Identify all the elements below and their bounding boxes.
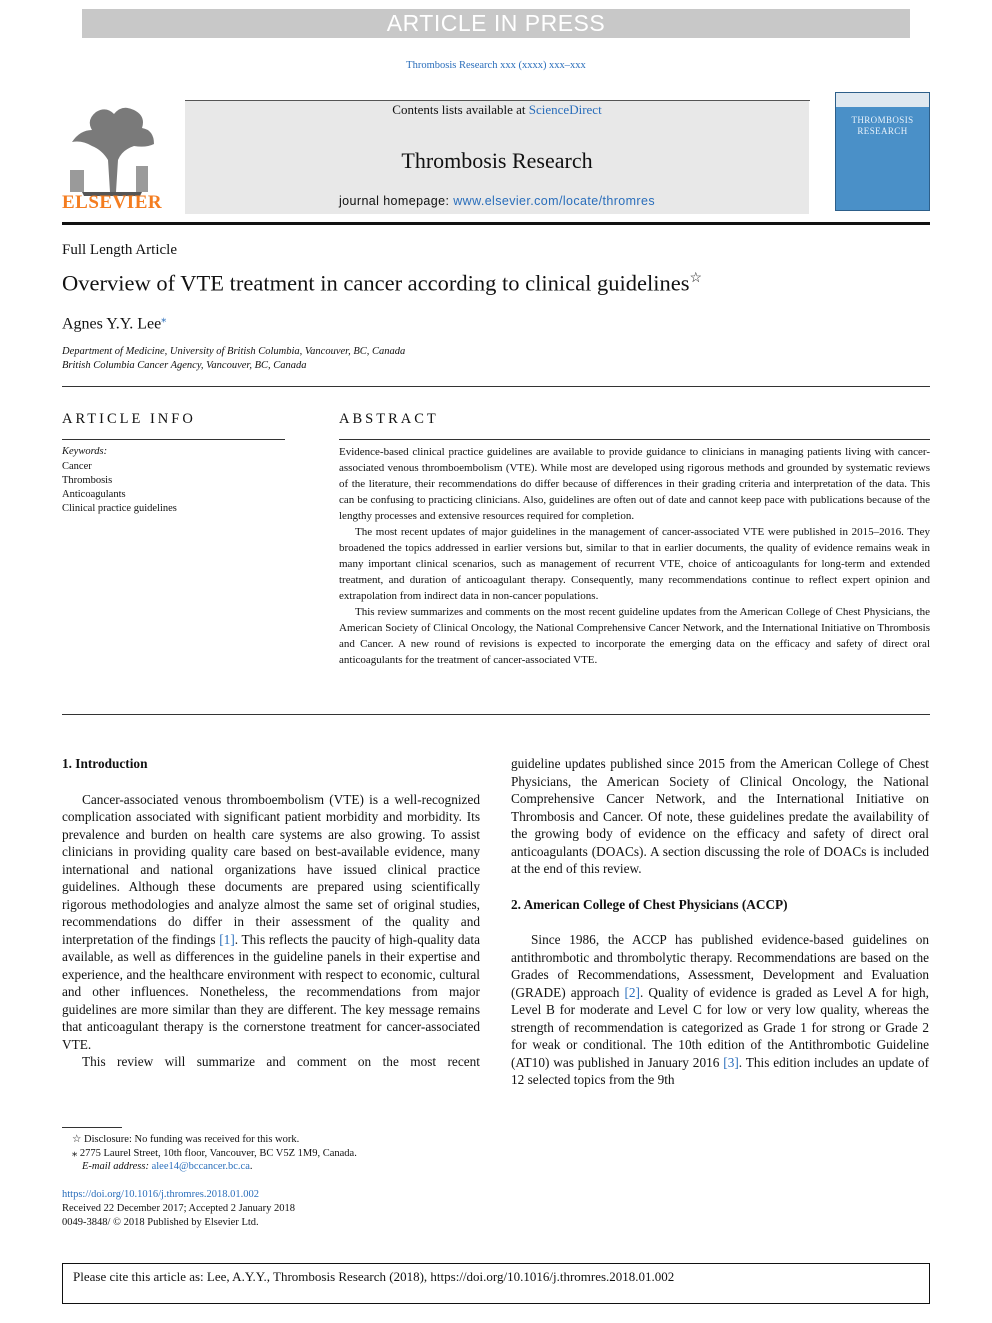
affiliation-2: British Columbia Cancer Agency, Vancouver, BC, Canada [62, 360, 307, 371]
footnote-mark: ⁎ [72, 1148, 78, 1159]
abstract-rule [339, 439, 930, 440]
doi-link[interactable]: https://doi.org/10.1016/j.thromres.2018.01.002 [62, 1189, 259, 1200]
article-info-heading: ARTICLE INFO [62, 411, 196, 427]
paragraph-text: . Quality of evidence is graded as Level A for high, Level B for moderate and Level C for low or very low quality, whereas the strength of recommendation is categorized as Grade 1 for strong or Grade 2 for weak or conditional. The 10th edition of the Antithrombotic Guideline (AT10) was published in January 2016 [511, 984, 929, 1070]
affiliation-divider [62, 386, 930, 387]
citation-link[interactable]: [1] [219, 931, 235, 947]
footnote-rule [62, 1127, 122, 1128]
cover-top-band [836, 93, 929, 107]
body-column-left [62, 755, 480, 1071]
disclosure-footnote [72, 1133, 299, 1145]
body-column-right [511, 755, 929, 1089]
citation-link[interactable]: [2] [624, 984, 640, 1000]
keyword-item: Anticoagulants [62, 489, 126, 500]
abstract-body [339, 444, 930, 668]
citation-box: Please cite this article as: Lee, A.Y.Y., Thrombosis Research (2018), https://doi.org/10.1016/j.thromres.2018.01.002 [62, 1263, 930, 1304]
abstract-paragraph-1: Evidence-based clinical practice guidelines are available to provide guidance to clinicians in managing patients living with cancer-associated venous thromboembolism (VTE). While most are developed using rigorous methods and grounded by systematic reviews of the literature, their recommendations do differ because of differences in their grading criteria and interpretation of the data. This can be confusing to practicing clinicians. Also, guidelines are often out of date and cannot keep pace with publications because of the lengthy processes and extensive resources required for completion. [339, 446, 930, 522]
section-1-paragraph-2-continued: guideline updates published since 2015 from the American College of Chest Physicians, the American Society of Clinical Oncology, the National Comprehensive Cancer Network, and the International Initiative on Thrombosis and Cancer. Of note, these guidelines predate the availability of the growing body of evidence on the efficacy and safety of direct oral anticoagulants (DOACs). A section discussing the role of DOACs is included at the end of this review. [511, 756, 929, 876]
address-footnote [72, 1147, 357, 1159]
journal-homepage-link[interactable]: www.elsevier.com/locate/thromres [453, 194, 655, 208]
paragraph-text: Cancer-associated venous thromboembolism (VTE) is a well-recognized complication associated with significant patient morbidity and morbidity. Its prevalence and burden on health care systems are also growing. To assist clinicians in providing quality care based on best-available evidence, many international and national organizations have issued clinical practice guidelines. Although these documents are prepared using scientifically rigorous methodologies and analyze almost the same set of original studies, recommendations do differ in their assessment of the quality and interpretation of the findings [62, 791, 480, 947]
journal-header [62, 92, 930, 224]
email-label: E-mail address: [82, 1161, 149, 1172]
email-link[interactable]: alee14@bccancer.bc.ca [151, 1161, 250, 1172]
keywords-label: Keywords: [62, 446, 108, 457]
contents-prefix: Contents lists available at [392, 102, 529, 117]
email-end: . [249, 1161, 253, 1172]
header-divider [62, 222, 930, 225]
citation-link[interactable]: [3] [723, 1054, 739, 1070]
paragraph-text: Since 1986, the ACCP has published evidence-based guidelines on antithrombotic and thrombolytic therapy. Recommendations are based on the Grades of Recommendations, Assessment, Development and Evaluation (GRADE) approach [511, 932, 929, 1000]
article-in-press-banner: ARTICLE IN PRESS [82, 9, 910, 38]
masthead-top-rule [185, 100, 810, 101]
section-2-heading: 2. American College of Chest Physicians (ACCP) [511, 896, 788, 912]
author-name: Agnes Y.Y. Lee [62, 315, 162, 333]
article-info-rule [62, 439, 285, 440]
cover-title: THROMBOSIS RESEARCH [851, 115, 914, 136]
homepage-line [185, 194, 809, 208]
title-footnote-mark[interactable]: ☆ [689, 271, 703, 286]
section-1-paragraph-1 [62, 791, 480, 1054]
author-footnote-mark[interactable]: ⁎ [161, 314, 167, 325]
section-1-paragraph-2: This review will summarize and comment on the most recent [82, 1054, 480, 1069]
section-2-paragraph-1 [511, 931, 929, 1089]
abstract-heading: ABSTRACT [339, 411, 439, 427]
keyword-item: Cancer [62, 461, 92, 472]
abstract-paragraph-3: This review summarizes and comments on the most recent guideline updates from the American College of Chest Physicians, the American Society of Clinical Oncology, the National Comprehensive Cancer Network, and the International Initiative on Thrombosis and Cancer. A new round of revisions is expected to incorporate the emerging data on the efficacy and safety of direct oral anticoagulants for the treatment of cancer-associated VTE. [339, 606, 930, 666]
keyword-item: Clinical practice guidelines [62, 503, 177, 514]
copyright-line: 0049-3848/ © 2018 Published by Elsevier Ltd. [62, 1217, 259, 1228]
footnote-text: Disclosure: No funding was received for this work. [84, 1134, 300, 1145]
section-1-heading: 1. Introduction [62, 756, 148, 771]
journal-reference-link[interactable]: Thrombosis Research xxx (xxxx) xxx–xxx [406, 60, 586, 71]
footnote-mark: ☆ [72, 1134, 82, 1145]
author [62, 314, 166, 333]
paragraph-text: . This edition includes an update of 12 selected topics from the 9th [511, 1054, 929, 1087]
affiliation-1: Department of Medicine, University of British Columbia, Vancouver, BC, Canada [62, 346, 406, 357]
journal-masthead [185, 100, 809, 214]
sciencedirect-link[interactable]: ScienceDirect [528, 102, 602, 117]
footnote-text: 2775 Laurel Street, 10th floor, Vancouver, BC V5Z 1M9, Canada. [79, 1148, 357, 1159]
email-footnote [82, 1161, 253, 1172]
keyword-item: Thrombosis [62, 475, 113, 486]
homepage-prefix: journal homepage: [339, 194, 454, 208]
article-type: Full Length Article [62, 242, 177, 258]
paragraph-text: . This reflects the paucity of high-quality data available, as well as differences in the guideline panels in their expertise and experience, and the healthcare environment with respect to economic, cultural and other influences. Nonetheless, the recommendations from major guidelines are more similar than they are different. The key message remains that anticoagulant therapy is the cornerstone treatment for cancer-associated VTE. [62, 931, 480, 1052]
abstract-paragraph-2: The most recent updates of major guidelines in the management of cancer-associated VTE were published in 2015–2016. They broadened the topics addressed in earlier versions but, similar to that in earlier documents, the quality of evidence remains weak in many important clinical scenarios, such as management of recurrent VTE, choice of anticoagulants for long-term and extended treatment, and duration of anticoagulant therapy. Consequently, many recommendations continue to reflect expert opinion and extrapolation from indirect data in non-cancer populations. [339, 526, 930, 602]
journal-cover-thumbnail[interactable] [835, 92, 930, 211]
journal-title: Thrombosis Research [401, 148, 593, 173]
article-title-text: Overview of VTE treatment in cancer according to clinical guidelines [62, 270, 690, 296]
contents-line [185, 102, 809, 118]
abstract-bottom-rule [62, 714, 930, 715]
received-dates: Received 22 December 2017; Accepted 2 January 2018 [62, 1203, 295, 1214]
elsevier-wordmark: ELSEVIER [62, 192, 163, 213]
article-title [62, 270, 702, 297]
